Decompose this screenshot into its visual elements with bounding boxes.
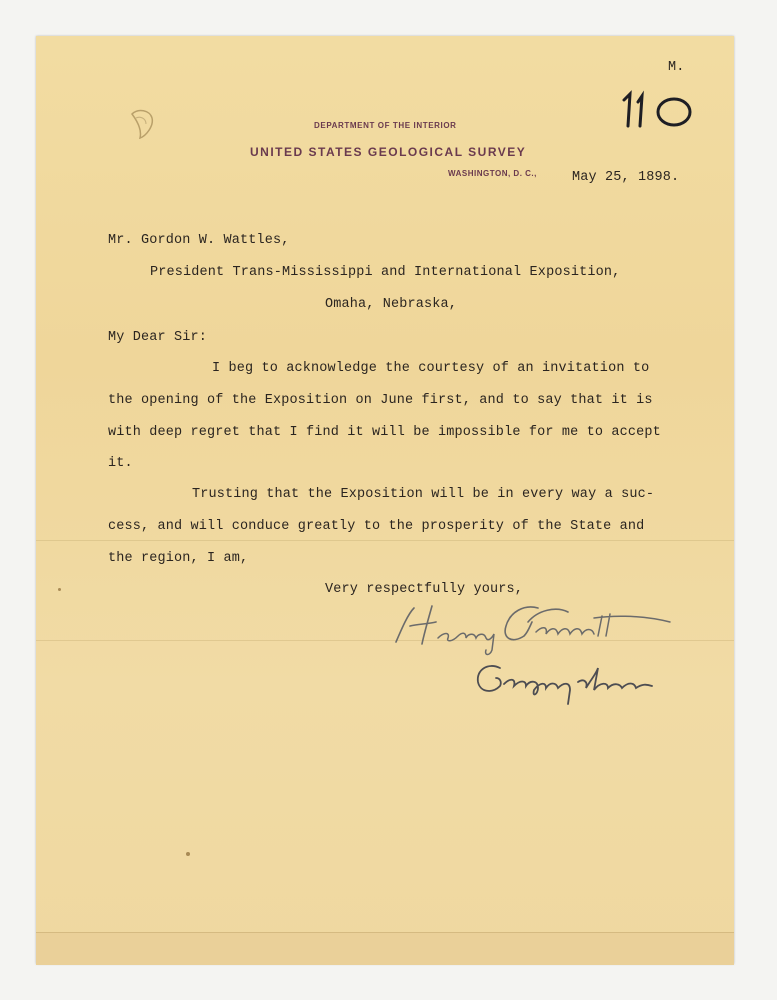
handwritten-file-number: [620, 88, 702, 132]
letterhead-agency: UNITED STATES GEOLOGICAL SURVEY: [250, 145, 527, 159]
handwritten-signature: [388, 598, 688, 708]
closing: Very respectfully yours,: [325, 582, 524, 597]
recipient-name: Mr. Gordon W. Wattles,: [108, 233, 290, 248]
body-line: the region, I am,: [108, 551, 249, 566]
letterhead-department: DEPARTMENT OF THE INTERIOR: [314, 121, 457, 130]
paper-speck: [58, 588, 61, 591]
recipient-title: President Trans-Mississippi and International Exposition,: [150, 265, 621, 280]
body-line: cess, and will conduce greatly to the prosperity of the State and: [108, 519, 645, 534]
paper-speck: [186, 852, 190, 856]
paper-fold: [36, 540, 734, 541]
body-line: I beg to acknowledge the courtesy of an invitation to: [212, 361, 650, 376]
pin-hole-mark: [126, 106, 158, 142]
corner-mark: M.: [668, 60, 685, 75]
body-line: with deep regret that I find it will be impossible for me to accept: [108, 425, 661, 440]
underlying-sheet-edge: [36, 932, 734, 965]
letterhead-city: WASHINGTON, D. C.,: [448, 169, 537, 178]
body-line: it.: [108, 456, 133, 471]
body-line: the opening of the Exposition on June first, and to say that it is: [108, 393, 653, 408]
salutation: My Dear Sir:: [108, 330, 208, 345]
body-line: Trusting that the Exposition will be in every way a suc-: [192, 487, 655, 502]
letter-date: May 25, 1898.: [572, 170, 680, 185]
recipient-location: Omaha, Nebraska,: [325, 297, 458, 312]
